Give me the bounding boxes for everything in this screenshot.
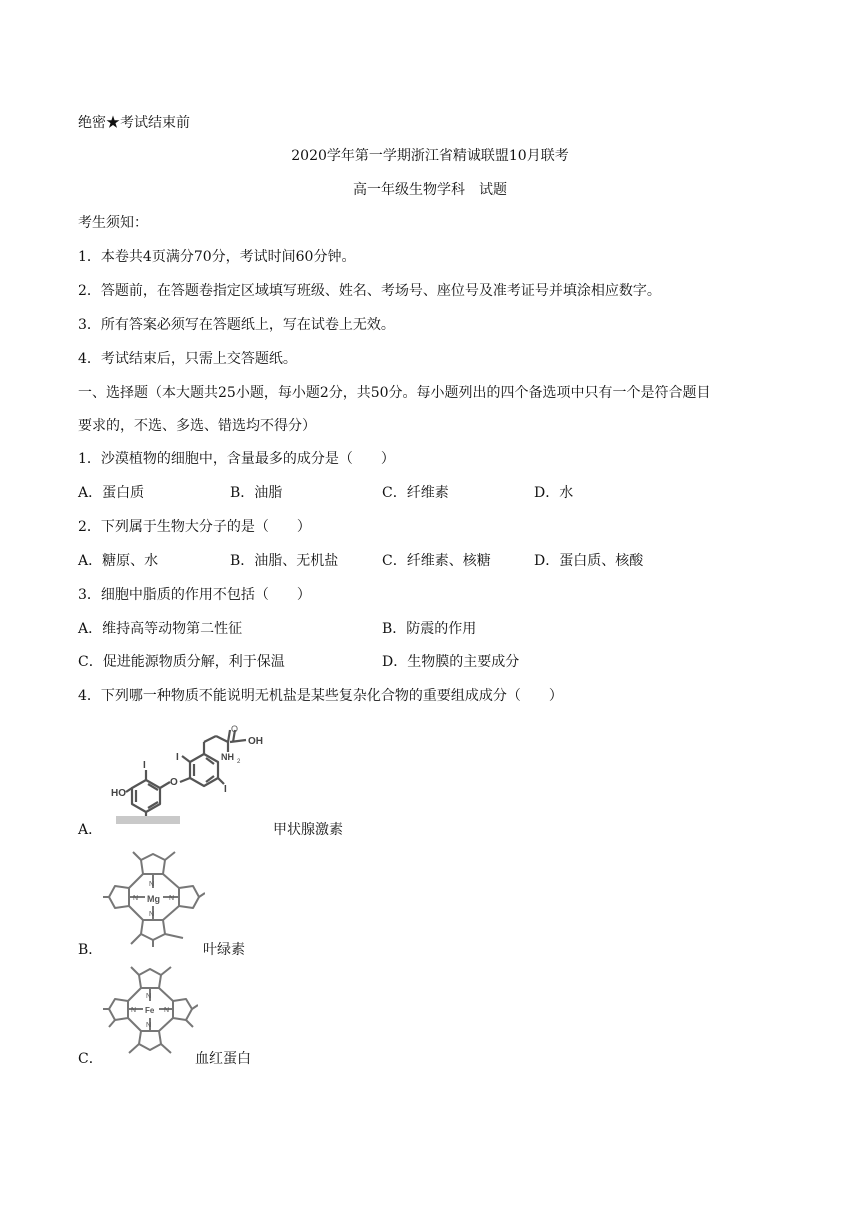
question-stem: 2．下列属于生物大分子的是（ ） [78, 519, 311, 535]
option-b: B．防震的作用 [382, 621, 477, 637]
heme-structure-image [103, 963, 198, 1058]
notice-item: 3．所有答案必须写在答题纸上，写在试卷上无效。 [78, 317, 395, 333]
question-stem: 4．下列哪一种物质不能说明无机盐是某些复杂化合物的重要组成成分（ ） [78, 688, 563, 704]
carbonyl-o-label: O [231, 724, 239, 734]
option-b-letter: B． [78, 942, 103, 958]
ho-label: HO [111, 788, 126, 799]
n-label: N [133, 895, 139, 902]
option-b: B．油脂、无机盐 [230, 553, 339, 569]
option-c: C．纤维素 [382, 485, 449, 501]
watermark-bar [116, 816, 180, 824]
n-label: N [131, 1007, 137, 1014]
option-d: D．水 [534, 485, 574, 501]
iodine-label: I [143, 760, 146, 771]
option-b-name: 叶绿素 [203, 942, 245, 958]
thyroxine-structure-image [108, 722, 283, 834]
fe-label: Fe [145, 1006, 155, 1015]
option-a: A．蛋白质 [78, 485, 145, 501]
option-d: D．蛋白质、核酸 [534, 553, 644, 569]
option-c-name: 血红蛋白 [195, 1051, 251, 1067]
ether-o-label: O [170, 777, 178, 788]
nh2-label: NH [221, 752, 234, 762]
option-c-letter: C． [78, 1051, 103, 1067]
section-instructions-cont: 要求的，不选、多选、错选均不得分） [78, 418, 316, 434]
exam-title: 2020学年第一学期浙江省精诚联盟10月联考 [291, 148, 569, 164]
option-a-name: 甲状腺激素 [273, 822, 343, 838]
option-c: C．促进能源物质分解，利于保温 [78, 654, 285, 670]
nh2-subscript: 2 [237, 759, 241, 765]
oh-label: OH [248, 736, 263, 747]
n-label: N [146, 993, 152, 1000]
option-a-letter: A． [78, 822, 103, 838]
mg-label: Mg [147, 894, 160, 904]
chlorophyll-structure-image [103, 848, 205, 948]
notice-item: 4．考试结束后，只需上交答题纸。 [78, 351, 297, 367]
question-stem: 1．沙漠植物的细胞中，含量最多的成分是（ ） [78, 451, 395, 467]
option-c: C．纤维素、核糖 [382, 553, 491, 569]
option-a: A．糖原、水 [78, 553, 159, 569]
option-a: A．维持高等动物第二性征 [78, 621, 243, 637]
notice-heading: 考生须知： [78, 215, 148, 231]
notice-item: 1．本卷共4页满分70分，考试时间60分钟。 [78, 249, 356, 265]
section-instructions: 一、选择题（本大题共25小题，每小题2分，共50分。每小题列出的四个备选项中只有一个是符合题目 [78, 385, 711, 401]
n-label: N [169, 895, 175, 902]
n-label: N [146, 1022, 152, 1029]
notice-item: 2．答题前，在答题卷指定区域填写班级、姓名、考场号、座位号及准考证号并填涂相应数字。 [78, 283, 661, 299]
exam-subtitle: 高一年级生物学科 试题 [353, 182, 507, 198]
n-label: N [164, 1007, 170, 1014]
n-label: N [149, 881, 155, 888]
option-d: D．生物膜的主要成分 [382, 654, 520, 670]
option-b: B．油脂 [230, 485, 283, 501]
question-stem: 3．细胞中脂质的作用不包括（ ） [78, 587, 311, 603]
iodine-label: I [176, 752, 179, 763]
iodine-label: I [224, 784, 227, 795]
n-label: N [149, 911, 155, 918]
secret-label: 绝密★考试结束前 [78, 115, 190, 131]
